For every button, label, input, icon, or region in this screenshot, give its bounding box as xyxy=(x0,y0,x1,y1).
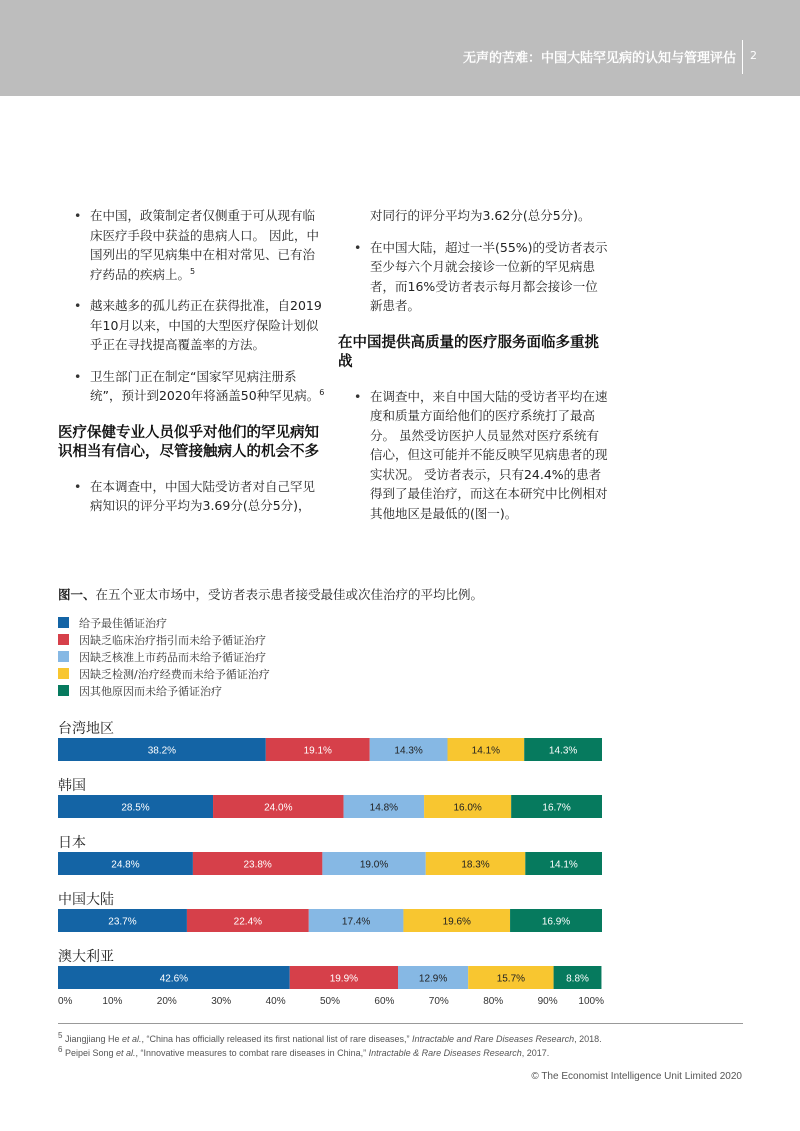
list-item: • 在中国，政策制定者仅侧重于可从现有临床医疗手段中获益的患病人口。 因此，中国列出的罕见病集中在相对常见、已有治疗药品的疾病上。$^5$ xyxy=(58,206,326,284)
section-heading: 在中国提供高质量的医疗服务面临多重挑战 xyxy=(338,334,599,370)
data-label: 23.7% xyxy=(108,916,137,928)
data-label: 16.0% xyxy=(453,802,482,814)
report-title: 无声的苦难：中国大陆罕见病的认知与管理评估 xyxy=(462,51,736,66)
footnote-divider xyxy=(58,1023,743,1024)
footnotes xyxy=(58,1032,602,1060)
data-label: 28.5% xyxy=(121,802,150,814)
page-number: 2 xyxy=(750,49,757,62)
category-label: 日本 xyxy=(58,835,86,851)
footnote-ref: 5 xyxy=(190,266,196,276)
data-label: 23.8% xyxy=(243,859,272,871)
data-label: 14.1% xyxy=(549,859,578,871)
x-tick-label: 30% xyxy=(211,996,232,1007)
data-label: 16.7% xyxy=(542,802,571,814)
list-item: • 在调查中，来自中国大陆的受访者平均在速度和质量方面给他们的医疗系统打了最高分。 虽然受访医护人员显然对医疗系统有信心，但这可能并不能反映罕见病患者的现实状况。 受访者表示，只有24.4%的患者得到了最佳治疗，而这在本研究中比例相对其他地区是最低的(图一)。 xyxy=(338,387,608,524)
data-label: 14.3% xyxy=(548,745,578,757)
figure-caption-text: 在五个亚太市场中，受访者表示患者接受最佳或次佳治疗的平均比例。 xyxy=(95,587,484,602)
category-label: 韩国 xyxy=(58,778,86,794)
data-label: 22.4% xyxy=(233,916,263,928)
data-label: 15.7% xyxy=(496,973,526,985)
data-label: 14.1% xyxy=(471,745,501,757)
list-item: • 在中国大陆，超过一半(55%)的受访者表示至少每六个月就会接诊一位新的罕见病患者，而16%受访者表示每月都会接诊一位新患者。 xyxy=(338,238,608,316)
data-label: 19.6% xyxy=(442,916,471,928)
data-label: 8.8% xyxy=(566,973,589,985)
data-label: 14.3% xyxy=(394,745,423,757)
x-tick-label: 20% xyxy=(156,996,177,1007)
copyright: © The Economist Intelligence Unit Limited 2020 xyxy=(531,1071,742,1082)
section-heading: 医疗保健专业人员似乎对他们的罕见病知识相当有信心，尽管接触病人的机会不多 xyxy=(58,424,319,460)
footnote-ref: 6 xyxy=(319,387,325,397)
data-label: 24.8% xyxy=(111,859,140,871)
legend-label: 因缺乏检测/治疗经费而未给予循证治疗 xyxy=(79,667,270,681)
legend-label: 给予最佳循证治疗 xyxy=(79,616,167,630)
category-label: 台湾地区 xyxy=(58,721,114,737)
legend-label: 因缺乏核准上市药品而未给予循证治疗 xyxy=(79,650,266,664)
figure-label: 图一、 xyxy=(58,587,96,602)
footnote-5: 5 Jiangjiang He et al., “China has officially released its first national list of rare diseases,” Intractable and Rare Diseases Research, 2018. xyxy=(58,1031,602,1044)
data-label: 17.4% xyxy=(341,916,371,928)
data-label: 18.3% xyxy=(461,859,490,871)
category-label: 中国大陆 xyxy=(58,892,114,908)
x-tick-label: 10% xyxy=(102,996,123,1007)
x-tick-label: 70% xyxy=(428,996,449,1007)
data-label: 14.8% xyxy=(369,802,399,814)
x-tick-label: 40% xyxy=(265,996,286,1007)
footnote-6: 6 Peipei Song et al., “Innovative measures to combat rare diseases in China,” Intractable & Rare Diseases Research, 2017. xyxy=(58,1045,550,1058)
x-tick-label: 0% xyxy=(58,996,73,1007)
x-tick-label: 90% xyxy=(537,996,558,1007)
continued-text: 对同行的评分平均为3.62分(总分5分)。 xyxy=(370,208,591,223)
x-tick-label: 80% xyxy=(483,996,504,1007)
x-tick-label: 50% xyxy=(319,996,341,1007)
x-tick-label: 60% xyxy=(374,996,395,1007)
list-item: • 卫生部门正在制定“国家罕见病注册系统”，预计到2020年将涵盖50种罕见病。$^6$ xyxy=(58,367,326,406)
data-label: 12.9% xyxy=(418,973,448,985)
list-item: • 在本调查中，中国大陆受访者对自己罕见病知识的评分平均为3.69分(总分5分)， xyxy=(58,477,326,516)
data-label: 24.0% xyxy=(264,802,293,814)
data-label: 19.9% xyxy=(329,973,359,985)
data-label: 38.2% xyxy=(147,745,177,757)
data-label: 42.6% xyxy=(159,973,189,985)
data-label: 19.1% xyxy=(303,745,332,757)
data-label: 16.9% xyxy=(541,916,571,928)
category-label: 澳大利亚 xyxy=(58,949,114,965)
data-label: 19.0% xyxy=(359,859,389,871)
legend-label: 因缺乏临床治疗指引而未给予循证治疗 xyxy=(79,633,266,647)
x-tick-label: 100% xyxy=(578,996,604,1007)
list-item: • 越来越多的孤儿药正在获得批准，自2019年10月以来，中国的大型医疗保险计划似乎正在寻找提高覆盖率的方法。 xyxy=(58,296,326,355)
legend-label: 因其他原因而未给予循证治疗 xyxy=(79,684,222,698)
